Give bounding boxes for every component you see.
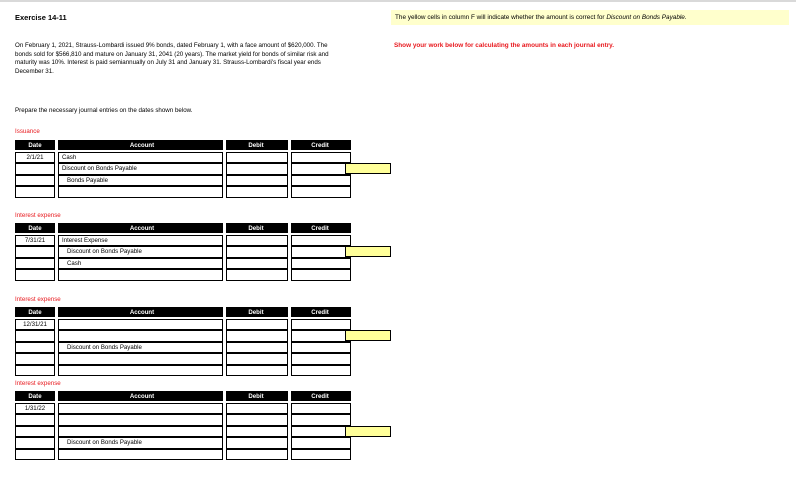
account-cell[interactable] [58,353,223,365]
credit-cell[interactable] [291,258,351,270]
table-row [15,330,351,342]
date-cell[interactable] [15,163,55,175]
date-cell[interactable] [15,186,55,198]
account-cell[interactable] [58,319,223,331]
credit-cell[interactable] [291,353,351,365]
credit-cell[interactable] [291,449,351,461]
account-cell[interactable]: Cash [58,152,223,164]
exercise-title: Exercise 14-11 [15,13,67,22]
table-row [15,449,351,461]
header-debit: Debit [226,307,288,317]
debit-cell[interactable] [226,449,288,461]
check-cell-interest-1 [345,246,391,257]
debit-cell[interactable] [226,246,288,258]
table-row [15,403,351,415]
date-cell[interactable] [15,175,55,187]
table-row [15,269,351,281]
header-date: Date [15,223,55,233]
date-cell[interactable]: 7/31/21 [15,235,55,247]
debit-cell[interactable] [226,330,288,342]
debit-cell[interactable] [226,342,288,354]
credit-cell[interactable] [291,330,351,342]
table-header [15,391,351,401]
section-label-issuance: Issuance [15,128,40,135]
yellow-note-italic: Discount on Bonds Payable. [606,14,687,21]
table-row [15,437,351,449]
credit-cell[interactable] [291,365,351,377]
instruction-text: Prepare the necessary journal entries on the dates shown below. [15,107,193,114]
date-cell[interactable]: 1/31/22 [15,403,55,415]
date-cell[interactable] [15,258,55,270]
section-label-interest-2: Interest expense [15,296,61,303]
date-cell[interactable] [15,437,55,449]
header-account: Account [58,223,223,233]
header-account: Account [58,391,223,401]
header-date: Date [15,140,55,150]
credit-cell[interactable] [291,426,351,438]
debit-cell[interactable] [226,163,288,175]
table-row [15,186,351,198]
header-debit: Debit [226,223,288,233]
account-cell[interactable]: Bonds Payable [58,175,223,187]
account-cell[interactable]: Interest Expense [58,235,223,247]
debit-cell[interactable] [226,437,288,449]
date-cell[interactable] [15,342,55,354]
table-header [15,307,351,317]
debit-cell[interactable] [226,426,288,438]
credit-cell[interactable] [291,319,351,331]
section-label-interest-3: Interest expense [15,380,61,387]
credit-cell[interactable] [291,235,351,247]
credit-cell[interactable] [291,414,351,426]
account-cell[interactable] [58,449,223,461]
debit-cell[interactable] [226,186,288,198]
account-cell[interactable] [58,403,223,415]
header-credit: Credit [291,140,351,150]
date-cell[interactable] [15,330,55,342]
account-cell[interactable]: Cash [58,258,223,270]
account-cell[interactable] [58,269,223,281]
section-label-interest-1: Interest expense [15,212,61,219]
debit-cell[interactable] [226,258,288,270]
debit-cell[interactable] [226,353,288,365]
yellow-note-text: The yellow cells in column F will indicate whether the amount is correct for [395,14,607,21]
table-row [15,426,351,438]
show-work-note: Show your work below for calculating the amounts in each journal entry. [394,42,615,49]
table-row [15,163,351,175]
header-account: Account [58,140,223,150]
date-cell[interactable] [15,353,55,365]
date-cell[interactable] [15,246,55,258]
account-cell[interactable] [58,365,223,377]
table-header [15,140,351,150]
debit-cell[interactable] [226,235,288,247]
account-cell[interactable]: Discount on Bonds Payable [58,163,223,175]
credit-cell[interactable] [291,163,351,175]
credit-cell[interactable] [291,175,351,187]
date-cell[interactable] [15,449,55,461]
header-date: Date [15,391,55,401]
header-credit: Credit [291,223,351,233]
credit-cell[interactable] [291,246,351,258]
top-border [0,0,796,2]
check-cell-interest-2 [345,330,391,341]
yellow-cells-note [391,10,789,25]
debit-cell[interactable] [226,403,288,415]
credit-cell[interactable] [291,403,351,415]
header-credit: Credit [291,307,351,317]
table-header [15,223,351,233]
journal-table-interest-1 [15,223,351,281]
account-cell[interactable] [58,186,223,198]
table-row [15,342,351,354]
table-row [15,365,351,377]
debit-cell[interactable] [226,269,288,281]
table-row [15,319,351,331]
account-cell[interactable]: Discount on Bonds Payable [58,246,223,258]
credit-cell[interactable] [291,186,351,198]
header-debit: Debit [226,140,288,150]
table-row [15,414,351,426]
date-cell[interactable]: 12/31/21 [15,319,55,331]
check-cell-interest-3 [345,426,391,437]
date-cell[interactable]: 2/1/21 [15,152,55,164]
table-row [15,246,351,258]
debit-cell[interactable] [226,365,288,377]
header-debit: Debit [226,391,288,401]
credit-cell[interactable] [291,152,351,164]
header-date: Date [15,307,55,317]
date-cell[interactable] [15,414,55,426]
table-row [15,353,351,365]
debit-cell[interactable] [226,152,288,164]
account-cell[interactable] [58,414,223,426]
table-row [15,258,351,270]
account-cell[interactable]: Discount on Bonds Payable [58,342,223,354]
journal-table-issuance [15,140,351,198]
table-row [15,235,351,247]
problem-statement: On February 1, 2021, Strauss-Lombardi issued 9% bonds, dated February 1, with a face amount of $620,000. The bonds sold for $566,810 and mature on January 31, 2041 (20 years). The market yield for bonds of similar risk and maturity was 10%. Interest is paid semiannually on July 31 and January 31. Strauss-Lombardi's fiscal year ends December 31. [15,42,329,75]
credit-cell[interactable] [291,342,351,354]
journal-table-interest-2 [15,307,351,376]
table-row [15,175,351,187]
credit-cell[interactable] [291,437,351,449]
date-cell[interactable] [15,365,55,377]
date-cell[interactable] [15,269,55,281]
account-cell[interactable] [58,426,223,438]
header-account: Account [58,307,223,317]
header-credit: Credit [291,391,351,401]
debit-cell[interactable] [226,175,288,187]
table-row [15,152,351,164]
journal-table-interest-3 [15,391,351,460]
account-cell[interactable]: Discount on Bonds Payable [58,437,223,449]
check-cell-issuance [345,163,391,174]
debit-cell[interactable] [226,319,288,331]
debit-cell[interactable] [226,414,288,426]
account-cell[interactable] [58,330,223,342]
date-cell[interactable] [15,426,55,438]
credit-cell[interactable] [291,269,351,281]
